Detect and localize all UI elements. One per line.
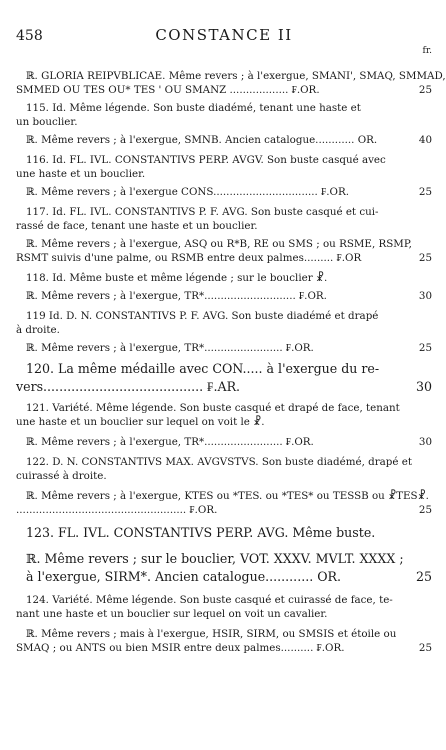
price-value: 30 — [415, 379, 432, 394]
line-text: une haste et un bouclier. — [16, 168, 146, 180]
catalogue-line — [16, 456, 432, 469]
line-text: 122. D. N. CONSTANTIVS MAX. AVGVSTVS. Son buste diadémé, drapé et — [26, 456, 412, 468]
price-column-label: fr. — [422, 46, 432, 56]
line-text: 117. Id. FL. IVL. CONSTANTIVS P. F. AVG. Son buste casqué et cui- — [26, 206, 379, 218]
price-value: 25 — [418, 84, 432, 96]
catalogue-line — [16, 220, 432, 233]
catalogue-line — [16, 252, 432, 265]
line-text: à l'exergue, SIRM*. Ancien catalogue............ OR. — [26, 569, 342, 584]
catalogue-line — [16, 594, 432, 607]
catalogue-line — [16, 116, 432, 129]
price-value: 25 — [418, 504, 432, 516]
catalogue-line — [16, 504, 432, 517]
catalogue-line — [16, 84, 432, 97]
catalogue-line — [16, 570, 432, 583]
line-text: ℝ. Même revers ; à l'exergue, TR*........................ ₣.OR. — [26, 342, 314, 354]
price-value: 25 — [418, 342, 432, 354]
catalogue-line — [16, 628, 432, 641]
catalogue-line — [16, 324, 432, 337]
line-text: ℝ. Même revers ; à l'exergue, ASQ ou R*B, RE ou SMS ; ou RSME, RSMP, — [26, 238, 412, 250]
line-text: ℝ. Même revers ; à l'exergue CONS................................ ₣.OR. — [26, 186, 349, 198]
line-text: ℝ. Même revers ; à l'exergue, TR*........................ ₣.OR. — [26, 436, 314, 448]
line-text: RSMT suivis d'une palme, ou RSMB entre deux palmes......... ₣.OR — [16, 252, 362, 264]
line-text: ℝ. Même revers ; à l'exergue, KTES ou *TES. ou *TES* ou TESSB ou ☧TES☧. — [26, 490, 429, 502]
line-text: rassé de face, tenant une haste et un bouclier. — [16, 220, 258, 232]
line-text: à droite. — [16, 324, 60, 336]
price-value: 30 — [418, 290, 432, 302]
price-value: 25 — [415, 569, 432, 584]
catalogue-line — [16, 490, 432, 503]
line-text: ℝ. Même revers ; sur le bouclier, VOT. XXXV. MVLT. XXXX ; — [26, 551, 404, 566]
line-text: 121. Variété. Même légende. Son buste casqué et drapé de face, tenant — [26, 402, 400, 414]
catalogue-line — [16, 290, 432, 303]
line-text: cuirassé à droite. — [16, 470, 107, 482]
catalogue-line — [16, 402, 432, 415]
line-text: 119 Id. D. N. CONSTANTIVS P. F. AVG. Son buste diadémé et drapé — [26, 310, 379, 322]
line-text: une haste et un bouclier sur lequel on voit le ☧. — [16, 416, 265, 428]
line-text: 124. Variété. Même légende. Son buste casqué et cuirassé de face, te- — [26, 594, 393, 606]
catalogue-line — [16, 102, 432, 115]
price-value: 25 — [418, 186, 432, 198]
line-text: 115. Id. Même légende. Son buste diadémé, tenant une haste et — [26, 102, 361, 114]
line-text: 116. Id. FL. IVL. CONSTANTIVS PERP. AVGV. Son buste casqué avec — [26, 154, 386, 166]
catalogue-line — [16, 168, 432, 181]
line-text: 120. La même médaille avec CON..... à l'exergue du re- — [26, 361, 380, 376]
catalogue-line — [16, 134, 432, 147]
catalogue-line — [16, 206, 432, 219]
line-text: 123. FL. IVL. CONSTANTIVS PERP. AVG. Même buste. — [26, 525, 376, 540]
catalogue-line — [16, 642, 432, 655]
line-text: ℝ. Même revers ; à l'exergue, TR*............................ ₣.OR. — [26, 290, 327, 302]
line-text: nant une haste et un bouclier sur lequel on voit un cavalier. — [16, 608, 328, 620]
line-text: ℝ. Même revers ; à l'exergue, SMNB. Ancien catalogue............ OR. — [26, 134, 378, 146]
line-text: ℝ. GLORIA REIPVBLICAE. Même revers ; à l'exergue, SMANI', SMAQ, SMMAD, — [26, 70, 446, 82]
page-header — [16, 26, 432, 56]
price-value: 40 — [418, 134, 432, 146]
catalogue-line — [16, 310, 432, 323]
catalogue-line — [16, 70, 446, 83]
catalogue-line — [16, 186, 432, 199]
price-value: 25 — [418, 642, 432, 654]
page-number: 458 — [16, 28, 43, 44]
catalogue-line — [16, 470, 432, 483]
line-text: SMAQ ; ou ANTS ou bien MSIR entre deux palmes.......... ₣.OR. — [16, 642, 345, 654]
page-title: CONSTANCE II — [155, 26, 293, 44]
line-text: ℝ. Même revers ; mais à l'exergue, HSIR, SIRM, ou SMSIS et étoile ou — [26, 628, 397, 640]
line-text: 118. Id. Même buste et même légende ; sur le bouclier ☧. — [26, 272, 328, 284]
catalogue-line — [16, 608, 432, 621]
catalogue-line — [16, 342, 432, 355]
catalogue-line — [16, 526, 432, 539]
catalogue-line — [16, 154, 432, 167]
line-text: SMMED OU TES OU* TES ' OU SMANZ .................. ₣.OR. — [16, 84, 320, 96]
catalogue-line — [16, 362, 432, 375]
catalogue-line — [16, 380, 432, 393]
catalogue-line — [16, 272, 432, 285]
line-text: vers........................................ ₣.AR. — [16, 379, 241, 394]
line-text: .................................................... ₣.OR. — [16, 504, 218, 516]
catalogue-line — [16, 552, 432, 565]
line-text: un bouclier. — [16, 116, 78, 128]
catalogue-line — [16, 416, 432, 429]
catalogue-line — [16, 436, 432, 449]
catalogue-line — [16, 238, 432, 251]
price-value: 30 — [418, 436, 432, 448]
price-value: 25 — [418, 252, 432, 264]
